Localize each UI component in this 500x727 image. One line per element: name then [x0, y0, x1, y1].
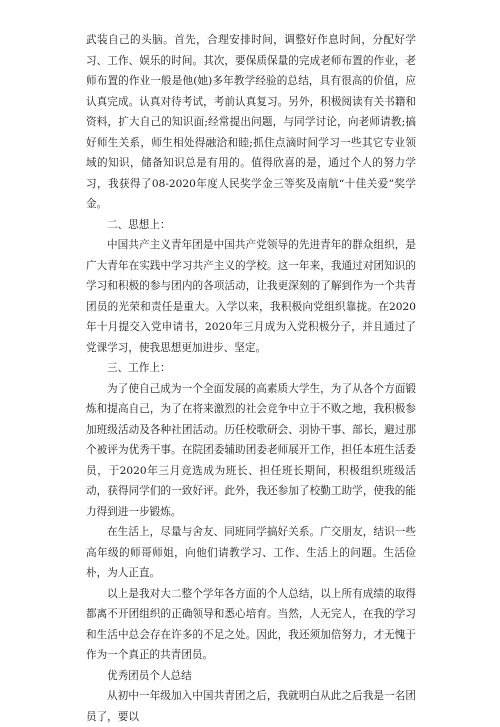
paragraph-work: 为了使自己成为一个全面发展的高素质大学生，为了从各个方面锻炼和提高自己，为了在将来激烈的社会竞争中立于不败之地，我积极参加班级活动及各种社团活动。历任校歌研会、羽协干事、部长，避过那个被评为优秀干事。在院团委辅助团委老师展开工作，担任本班生活委员，于2020年三月竞选成为班长、担任班长期间，积极组织班级活动，获得同学们的一致好评。此外，我还参加了校勤工助学，使我的能力得到进一步锻炼。	[86, 382, 416, 518]
paragraph-summary: 以上是我对大二整个学年各方面的个人总结，以上所有成绩的取得都离不开团组织的正确领导和悉心培育。当然，人无完人，在我的学习和生活中总会存在许多的不足之处。因此，我还须加倍努力，才无愧于作为一个真正的共青团员。	[86, 587, 416, 661]
paragraph-study-continued: 武装自己的头脑。首先，合理安排时间，调整好作息时间，分配好学习、工作、娱乐的时间。其次，要保质保量的完成老师布置的作业，老师布置的作业一般是他(她)多年教学经验的总结，具有很高的价值，应认真完成。认真对待考试，考前认真复习。另外，积极阅读有关书籍和资料，扩大自己的知识面;经常提出问题，与同学讨论，向老师请教;搞好师生关系，师生相处得融洽和睦;抓住点滴时间学习一些其它专业领域的知识，储备知识总是有用的。值得欣喜的是，通过个人的努力学习，我获得了08-2020年度人民奖学金三等奖及南航“十佳关爱”奖学金。	[86, 34, 416, 210]
section-heading-work: 三、工作上：	[107, 362, 171, 374]
document-body	[86, 30, 416, 727]
paragraph-ideology: 中国共产主义青年团是中国共产党领导的先进青年的群众组织，是广大青年在实践中学习共产主义的学校。这一年来，我通过对团知识的学习和积极的参与团内的各项活动，让我更深刻的了解到作为一个共青团员的光荣和责任是重大。入学以来，我积极向党组织靠拢。在2020年十月提交入党申请书，2020年三月成为入党积极分子，并且通过了党课学习，使我思想更加进步、坚定。	[86, 239, 416, 354]
document-subtitle: 优秀团员个人总结	[107, 669, 192, 682]
paragraph-intro-next: 从初中一年级加入中国共青团之后，我就明白从此之后我是一名团员了，要以	[86, 690, 416, 723]
paragraph-life: 在生活上，尽量与舍友、同班同学搞好关系。广交朋友，结识一些高年级的师哥师姐，向他们请教学习、工作、生活上的问题。生活俭朴，为人正直。	[86, 526, 416, 579]
section-heading-ideology: 二、思想上：	[107, 218, 171, 231]
